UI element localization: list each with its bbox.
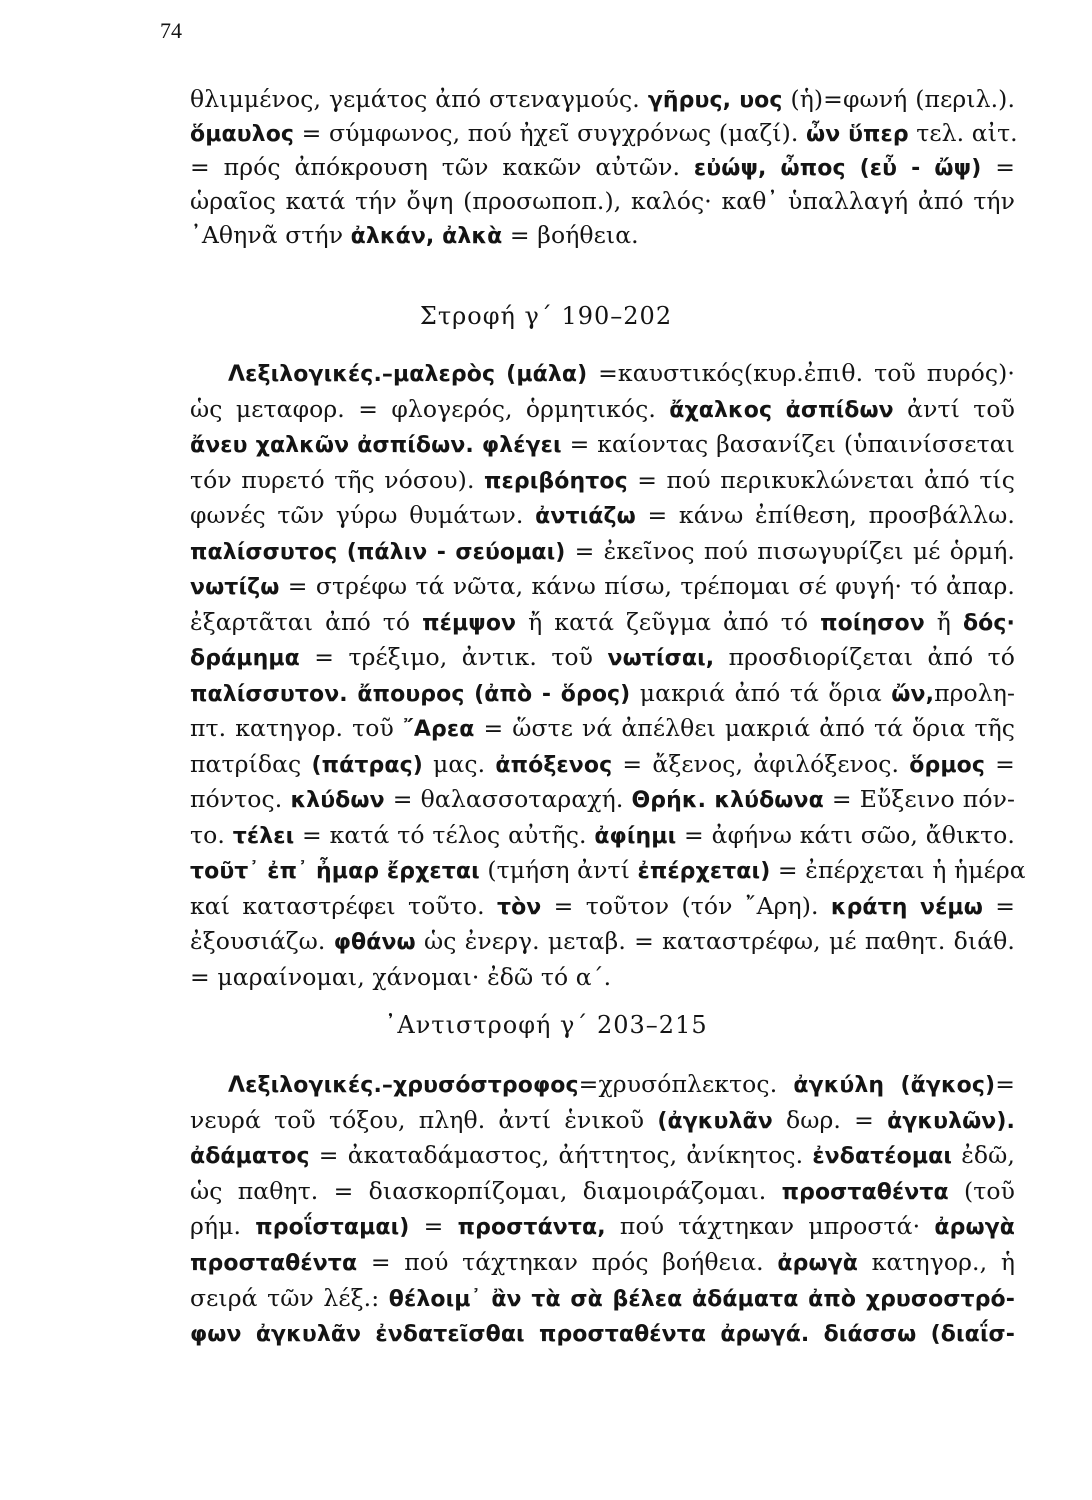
lemma-term: φων ἀγκυλᾶν ἐνδατεῖσθαι προσταθέντα ἀρωγά. διάσσω (διαΐσ-: [190, 1322, 1015, 1348]
gloss-text: τελ. αἰτ.: [908, 119, 1018, 147]
gloss-text: ἀντί τοῦ: [893, 394, 1015, 423]
text-line: [190, 218, 1015, 254]
text-line: [228, 1067, 1015, 1103]
lemma-term: ἐπέρχεται): [637, 859, 771, 884]
gloss-text: κατηγορ., ἡ: [858, 1248, 1015, 1276]
text-line: [190, 569, 1015, 605]
lemma-term: νωτίζω: [190, 575, 280, 600]
gloss-text: πού τάχτηκαν μπροστά·: [605, 1212, 935, 1241]
lemma-term: παλίσσυτος (πάλιν - σεύομαι): [190, 539, 566, 565]
text-line: [190, 463, 1015, 499]
text-line: [190, 534, 1015, 570]
text-line: [190, 1316, 1015, 1352]
lemma-term: Λεξιλογικές.–χρυσόστροφος: [228, 1073, 579, 1098]
text-line: [190, 82, 1015, 118]
gloss-text: (ἡ)=φωνή (περιλ.).: [782, 85, 1016, 113]
text-line: [190, 1174, 1015, 1210]
text-line: [190, 889, 1015, 925]
gloss-text: = τρέξιμο, ἀντικ. τοῦ: [299, 643, 608, 671]
text-line: [190, 392, 1015, 428]
gloss-text: = κατά τό τέλος αὐτῆς.: [294, 820, 595, 849]
gloss-text: πόντος.: [190, 785, 291, 813]
lemma-term: ποίησον: [820, 610, 925, 636]
lemma-term: κλύδων: [290, 788, 385, 813]
lemma-term: ἄχαλκος ἀσπίδων: [669, 397, 894, 423]
lemma-term: ἀπόξενος: [495, 752, 613, 778]
gloss-text: =: [981, 153, 1016, 181]
lemma-term: προστάντα,: [457, 1215, 606, 1241]
gloss-text: =: [982, 891, 1015, 920]
gloss-text: ᾿Αθηνᾶ στήν: [190, 221, 351, 249]
gloss-text: = πρός ἀπόκρουση τῶν κακῶν αὐτῶν.: [190, 153, 694, 181]
text-line: [190, 711, 1015, 747]
gloss-text: = μαραίνομαι, χάνομαι· ἐδῶ τό α΄.: [190, 962, 612, 991]
page-number: 74: [160, 18, 182, 43]
text-line: [190, 924, 1015, 960]
lemma-term: δός·: [962, 610, 1015, 636]
gloss-text: ἐξαρτᾶται ἀπό τό: [190, 607, 423, 636]
lemma-term: ὅρμος: [909, 752, 986, 778]
lemma-term: τέλει: [232, 823, 295, 849]
gloss-text: = Εὔξεινο πόν-: [823, 785, 1015, 813]
text-line: [190, 818, 1015, 854]
lemma-term: ἀγκύλη (ἄγκος): [793, 1073, 996, 1098]
lemma-term: (ἀγκυλᾶν: [657, 1108, 773, 1134]
lemma-term: δράμημα: [190, 646, 300, 671]
gloss-text: (τοῦ: [948, 1176, 1015, 1205]
gloss-text: = ἐπέρχεται ἡ ἡμέρα: [770, 856, 1026, 884]
gloss-text: ἤ κατά ζεῦγμα ἀπό τό: [516, 607, 821, 636]
gloss-text: = ἀκαταδάμαστος, ἀήττητος, ἀνίκητος.: [309, 1141, 813, 1170]
lemma-term: προΐσταμαι): [255, 1215, 410, 1241]
gloss-text: ὡς ἐνεργ. μεταβ. = καταστρέφω, μέ παθητ. διάθ.: [415, 927, 1015, 955]
text-line: [190, 605, 1015, 641]
lemma-term: ἐνδατέομαι: [812, 1144, 953, 1170]
text-line: [190, 1209, 1015, 1245]
text-line: [190, 498, 1015, 534]
gloss-text: προλη-: [934, 678, 1015, 707]
gloss-text: = πού τάχτηκαν πρός βοήθεια.: [357, 1248, 778, 1276]
gloss-text: =: [995, 1070, 1015, 1098]
lemma-term: προσταθέντα: [190, 1251, 358, 1276]
lemma-term: γῆρυς, υος: [647, 88, 783, 113]
gloss-text: προσδιορίζεται ἀπό τό: [714, 643, 1015, 671]
gloss-text: = ἄξενος, ἀφιλόξενος.: [612, 749, 910, 778]
gloss-text: μακριά ἀπό τά ὅρια: [630, 678, 892, 707]
gloss-text: ὡραῖος κατά τήν ὄψη (προσωποπ.), καλός· καθ᾿ ὑπαλλαγή ἀπό τήν: [190, 187, 1015, 215]
lemma-term: ἀδάματος: [190, 1144, 310, 1170]
text-line: [190, 427, 1015, 463]
lemma-term: ἀγκυλῶν).: [887, 1108, 1016, 1134]
gloss-text: τόν πυρετό τῆς νόσου).: [190, 465, 485, 494]
gloss-text: ἐδῶ,: [952, 1141, 1015, 1170]
lemma-term: προσταθέντα: [781, 1179, 949, 1205]
gloss-text: = σύμφωνος, πού ἠχεῖ συγχρόνως (μαζί).: [294, 119, 806, 147]
text-line: [190, 960, 1015, 994]
lemma-term: εὐώψ, ὦπος (εὖ - ὤψ): [693, 156, 982, 181]
text-line: [190, 116, 1018, 152]
lemma-term: ἀρωγὰ: [777, 1251, 858, 1276]
gloss-text: =: [985, 749, 1015, 778]
lemma-term: νωτίσαι,: [607, 646, 715, 671]
gloss-text: = ἐκεῖνος πού πισωγυρίζει μέ ὁρμή.: [565, 536, 1015, 565]
lemma-term: ὅμαυλος: [190, 122, 295, 147]
lemma-term: κράτη νέμω: [830, 894, 983, 920]
gloss-text: =: [409, 1212, 458, 1241]
lemma-term: τοῦτ᾿ ἐπ᾿ ἦμαρ ἔρχεται: [190, 859, 480, 884]
gloss-text: =καυστικός(κυρ.ἐπιθ. τοῦ πυρός)·: [587, 359, 1015, 387]
gloss-text: φωνές τῶν γύρω θυμάτων.: [190, 501, 536, 529]
gloss-text: καί καταστρέφει τοῦτο.: [190, 891, 497, 920]
lemma-term: τὸν: [496, 894, 542, 920]
text-line: [190, 782, 1015, 818]
text-line: [190, 1281, 1015, 1317]
gloss-text: σειρά τῶν λέξ.:: [190, 1283, 389, 1312]
gloss-text: ἤ: [924, 607, 963, 636]
lemma-term: ἄνευ χαλκῶν ἀσπίδων. φλέγει: [190, 433, 562, 458]
gloss-text: = κάνω ἐπίθεση, προσβάλλω.: [635, 501, 1015, 529]
lemma-term: Θρήκ. κλύδωνα: [631, 788, 824, 813]
text-line: [228, 356, 1015, 392]
text-line: [190, 150, 1015, 186]
text-line: [190, 184, 1015, 218]
gloss-text: = καίοντας βασανίζει (ὑπαινίσσεται: [561, 430, 1015, 458]
gloss-text: (τμήση ἀντί: [479, 856, 638, 884]
text-line: [190, 853, 1026, 889]
lemma-term: πέμψον: [422, 610, 517, 636]
lemma-term: ὤν,: [891, 681, 935, 707]
gloss-text: ἐξουσιάζω.: [190, 927, 334, 955]
gloss-text: = θαλασσοταραχή.: [384, 785, 632, 813]
lemma-term: (πάτρας): [311, 752, 423, 778]
lemma-term: ὦν ὕπερ: [806, 122, 909, 147]
gloss-text: = βοήθεια.: [502, 221, 639, 249]
gloss-text: = πού περικυκλώνεται ἀπό τίς: [627, 465, 1015, 494]
text-line: [190, 1245, 1015, 1281]
gloss-text: =χρυσόπλεκτος.: [578, 1070, 794, 1098]
gloss-text: = ὥστε νά ἀπέλθει μακριά ἀπό τά ὅρια τῆς: [474, 714, 1016, 742]
lemma-term: περιβόητος: [484, 468, 628, 494]
lemma-term: ἀρωγὰ: [934, 1215, 1015, 1241]
lemma-term: ἀντιάζω: [535, 504, 636, 529]
gloss-text: ὡς μεταφορ. = φλογερός, ὁρμητικός.: [190, 394, 670, 423]
gloss-text: δωρ. =: [772, 1105, 888, 1134]
text-line: [190, 676, 1015, 712]
gloss-text: μας.: [422, 749, 496, 778]
text-line: [190, 640, 1015, 676]
gloss-text: νευρά τοῦ τόξου, πληθ. ἀντί ἑνικοῦ: [190, 1105, 658, 1134]
gloss-text: θλιμμένος, γεμάτος ἀπό στεναγμούς.: [190, 85, 648, 113]
heading-strophe: Στροφή γ΄ 190–202: [419, 302, 673, 330]
gloss-text: ρήμ.: [190, 1212, 256, 1241]
lemma-term: ἀλκάν, ἀλκὰ: [350, 224, 503, 249]
gloss-text: = τοῦτον (τόν ῎Αρη).: [541, 891, 831, 920]
gloss-text: = στρέφω τά νῶτα, κάνω πίσω, τρέπομαι σέ φυγή· τό ἀπαρ.: [279, 572, 1015, 600]
text-line: [190, 747, 1015, 783]
lemma-term: ῎Αρεα: [402, 717, 475, 742]
gloss-text: πατρίδας: [190, 749, 312, 778]
heading-antistrophe: ᾿Αντιστροφή γ΄ 203–215: [384, 1011, 708, 1039]
lemma-term: φθάνω: [333, 930, 416, 955]
gloss-text: = ἀφήνω κάτι σῶο, ἄθικτο.: [676, 820, 1015, 849]
gloss-text: πτ. κατηγορ. τοῦ: [190, 714, 403, 742]
lemma-term: ἀφίημι: [594, 823, 677, 849]
gloss-text: το.: [190, 820, 233, 849]
lemma-term: παλίσσυτον. ἄπουρος (ἀπὸ - ὅρος): [190, 681, 631, 707]
gloss-text: ὡς παθητ. = διασκορπίζομαι, διαμοιράζομαι.: [190, 1176, 782, 1205]
text-line: [190, 1138, 1015, 1174]
text-line: [190, 1103, 1015, 1139]
lemma-term: Λεξιλογικές.–μαλερὸς (μάλα): [228, 362, 588, 387]
lemma-term: θέλοιμ᾿ ἂν τὰ σὰ βέλεα ἀδάματα ἀπὸ χρυσοστρό-: [388, 1286, 1015, 1312]
